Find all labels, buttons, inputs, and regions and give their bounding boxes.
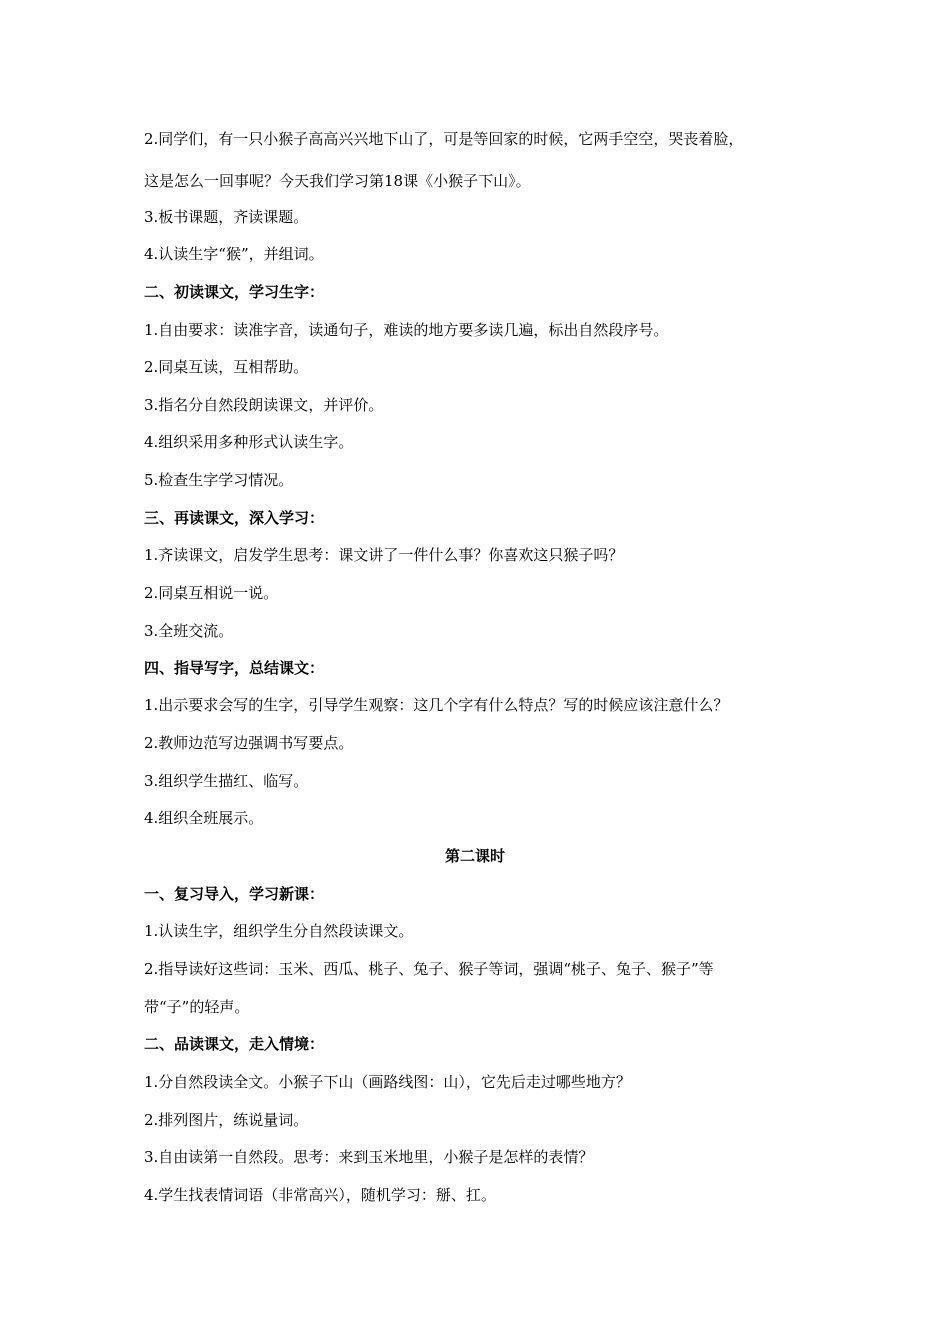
section-heading: 二、初读课文，学习生字： bbox=[144, 283, 325, 301]
paragraph-line: 1.出示要求会写的生字，引导学生观察：这几个字有什么特点？写的时候应该注意什么？ bbox=[144, 696, 729, 714]
paragraph-line: 2.同桌互相说一说。 bbox=[144, 584, 279, 602]
paragraph-line: 4.学生找表情词语（非常高兴），随机学习：掰、扛。 bbox=[144, 1186, 496, 1204]
paragraph-line: 2.同学们，有一只小猴子高高兴兴地下山了，可是等回家的时候，它两手空空，哭丧着脸， bbox=[144, 130, 744, 148]
section-heading: 一、复习导入，学习新课： bbox=[144, 885, 325, 903]
paragraph-line: 3.全班交流。 bbox=[144, 622, 234, 640]
paragraph-line: 2.排列图片，练说量词。 bbox=[144, 1111, 309, 1129]
paragraph-line: 5.检查生字学习情况。 bbox=[144, 471, 294, 489]
section-heading: 四、指导写字，总结课文： bbox=[144, 659, 325, 677]
paragraph-line: 1.分自然段读全文。小猴子下山（画路线图：山），它先后走过哪些地方？ bbox=[144, 1073, 631, 1091]
paragraph-line: 带“子”的轻声。 bbox=[144, 998, 250, 1016]
lesson-heading: 第二课时 bbox=[444, 847, 505, 865]
paragraph-line: 4.认读生字“猴”，并组词。 bbox=[144, 245, 324, 263]
paragraph-line: 2.指导读好这些词：玉米、西瓜、桃子、兔子、猴子等词，强调“桃子、兔子、猴子”等 bbox=[144, 960, 714, 978]
paragraph-line: 2.同桌互读，互相帮助。 bbox=[144, 358, 309, 376]
paragraph-line: 4.组织全班展示。 bbox=[144, 809, 264, 827]
section-heading: 二、品读课文，走入情境： bbox=[144, 1035, 325, 1053]
paragraph-line: 3.自由读第一自然段。思考：来到玉米地里，小猴子是怎样的表情？ bbox=[144, 1148, 594, 1166]
paragraph-line: 3.指名分自然段朗读课文，并评价。 bbox=[144, 396, 384, 414]
paragraph-line: 2.教师边范写边强调书写要点。 bbox=[144, 734, 354, 752]
paragraph-line: 1.自由要求：读准字音，读通句子，难读的地方要多读几遍，标出自然段序号。 bbox=[144, 321, 669, 339]
paragraph-line: 1.齐读课文，启发学生思考：课文讲了一件什么事？你喜欢这只猴子吗？ bbox=[144, 546, 624, 564]
paragraph-line: 这是怎么一回事呢？今天我们学习第18课《小猴子下山》。 bbox=[144, 172, 531, 190]
paragraph-line: 3.组织学生描红、临写。 bbox=[144, 772, 309, 790]
paragraph-line: 3.板书课题，齐读课题。 bbox=[144, 208, 309, 226]
paragraph-line: 1.认读生字，组织学生分自然段读课文。 bbox=[144, 922, 414, 940]
section-heading: 三、再读课文，深入学习： bbox=[144, 509, 325, 527]
paragraph-line: 4.组织采用多种形式认读生字。 bbox=[144, 433, 354, 451]
